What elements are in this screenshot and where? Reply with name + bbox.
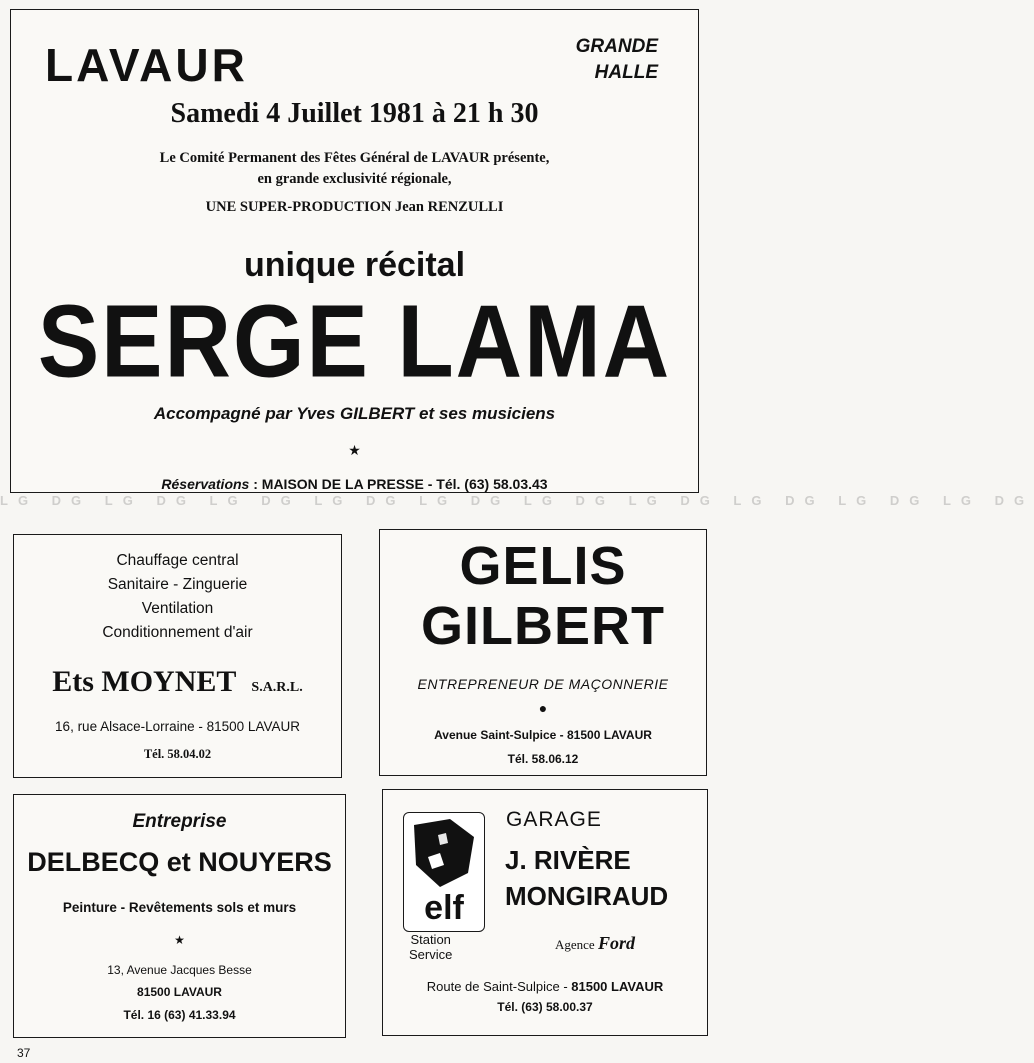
moynet-suffix: S.A.R.L.: [251, 680, 303, 695]
moynet-city: 81500 LAVAUR: [206, 719, 300, 734]
gelis-company: [380, 536, 706, 656]
delbecq-phone-prefix: Tél. 16 (63): [123, 1008, 189, 1022]
elf-emblem-icon: [410, 817, 476, 889]
station-line-1: Station: [410, 932, 451, 947]
ad-garage-riviere: [382, 789, 708, 1036]
delbecq-address: 13, Avenue Jacques Besse: [107, 963, 252, 977]
reservations-label: Réservations: [161, 476, 250, 492]
agency-brand: Ford: [597, 933, 635, 953]
moynet-service-item: Sanitaire - Zinguerie: [107, 576, 248, 593]
ad-moynet: [13, 534, 342, 778]
poster-accompaniment: Accompagné par Yves GILBERT et ses musiciens: [153, 404, 556, 423]
delbecq-services: Peinture - Revêtements sols et murs: [62, 900, 297, 915]
poster-reservations: [11, 476, 698, 492]
delbecq-label: Entreprise: [132, 811, 227, 832]
elf-logo: [403, 812, 485, 932]
garage-city: 81500 LAVAUR: [571, 979, 664, 994]
bullet-icon: ●: [538, 700, 548, 716]
watermark-strip: LG DG LG DG LG DG LG DG LG DG LG DG LG DG LG DG LG DG LG DG: [0, 493, 1034, 508]
delbecq-city: 81500 LAVAUR: [137, 985, 222, 999]
ad-gelis-gilbert: [379, 529, 707, 776]
moynet-phone: Tél. 58.04.02: [143, 747, 212, 761]
poster-production-line: UNE SUPER-PRODUCTION Jean RENZULLI: [205, 199, 504, 215]
moynet-service-item: Chauffage central: [116, 552, 239, 569]
gelis-name-line-2: GILBERT: [421, 596, 665, 656]
delbecq-phone: [14, 1008, 345, 1022]
reservations-details: : MAISON DE LA PRESSE - Tél. (63) 58.03.43: [249, 476, 548, 492]
poster-recital-heading: unique récital: [243, 246, 466, 284]
venue-line-2: HALLE: [594, 62, 658, 83]
moynet-company: [14, 665, 341, 699]
delbecq-phone-number: 41.33.94: [188, 1008, 236, 1022]
star-icon: ★: [174, 933, 185, 947]
garage-agency: [555, 933, 635, 954]
gelis-address: Avenue Saint-Sulpice - 81500 LAVAUR: [434, 728, 652, 742]
gelis-trade: ENTREPRENEUR DE MAÇONNERIE: [417, 676, 669, 692]
poster-city: LAVAUR: [45, 39, 248, 91]
moynet-service-item: Ventilation: [141, 600, 214, 617]
poster-venue: [576, 34, 658, 86]
gelis-name-line-1: GELIS: [459, 536, 627, 596]
garage-name-line-2: MONGIRAUD: [505, 881, 669, 911]
concert-poster: [10, 9, 699, 493]
ad-delbecq-nouyers: [13, 794, 346, 1038]
moynet-service-item: Conditionnement d'air: [102, 624, 253, 641]
garage-name: [505, 842, 668, 914]
garage-address: [383, 979, 707, 994]
garage-label: GARAGE: [506, 808, 602, 831]
moynet-name: Ets MOYNET: [52, 665, 237, 698]
star-icon: ★: [348, 442, 361, 458]
moynet-address: [14, 719, 341, 734]
page-number: 37: [17, 1046, 31, 1060]
agency-label: Agence: [555, 937, 598, 952]
poster-artist-name: SERGE LAMA: [37, 284, 672, 400]
poster-presenter-line: Le Comité Permanent des Fêtes Général de LAVAUR présente,: [159, 150, 550, 166]
station-line-2: Service: [409, 947, 453, 962]
garage-phone-prefix: Tél. (63): [497, 1000, 546, 1014]
poster-date: Samedi 4 Juillet 1981 à 21 h 30: [170, 98, 539, 129]
garage-phone-number: 58.00.37: [545, 1000, 593, 1014]
gelis-phone: Tél. 58.06.12: [507, 752, 579, 766]
garage-street: Route de Saint-Sulpice -: [426, 979, 572, 994]
garage-phone: [383, 1000, 707, 1014]
moynet-services: [14, 549, 341, 645]
poster-exclusivity-line: en grande exclusivité régionale,: [257, 171, 452, 187]
elf-logo-text: elf: [424, 889, 464, 927]
venue-line-1: GRANDE: [575, 36, 658, 57]
garage-name-line-1: J. RIVÈRE: [505, 845, 631, 875]
delbecq-company: DELBECQ et NOUYERS: [27, 847, 332, 877]
station-service-label: [409, 932, 452, 962]
moynet-street: 16, rue Alsace-Lorraine -: [55, 719, 207, 734]
